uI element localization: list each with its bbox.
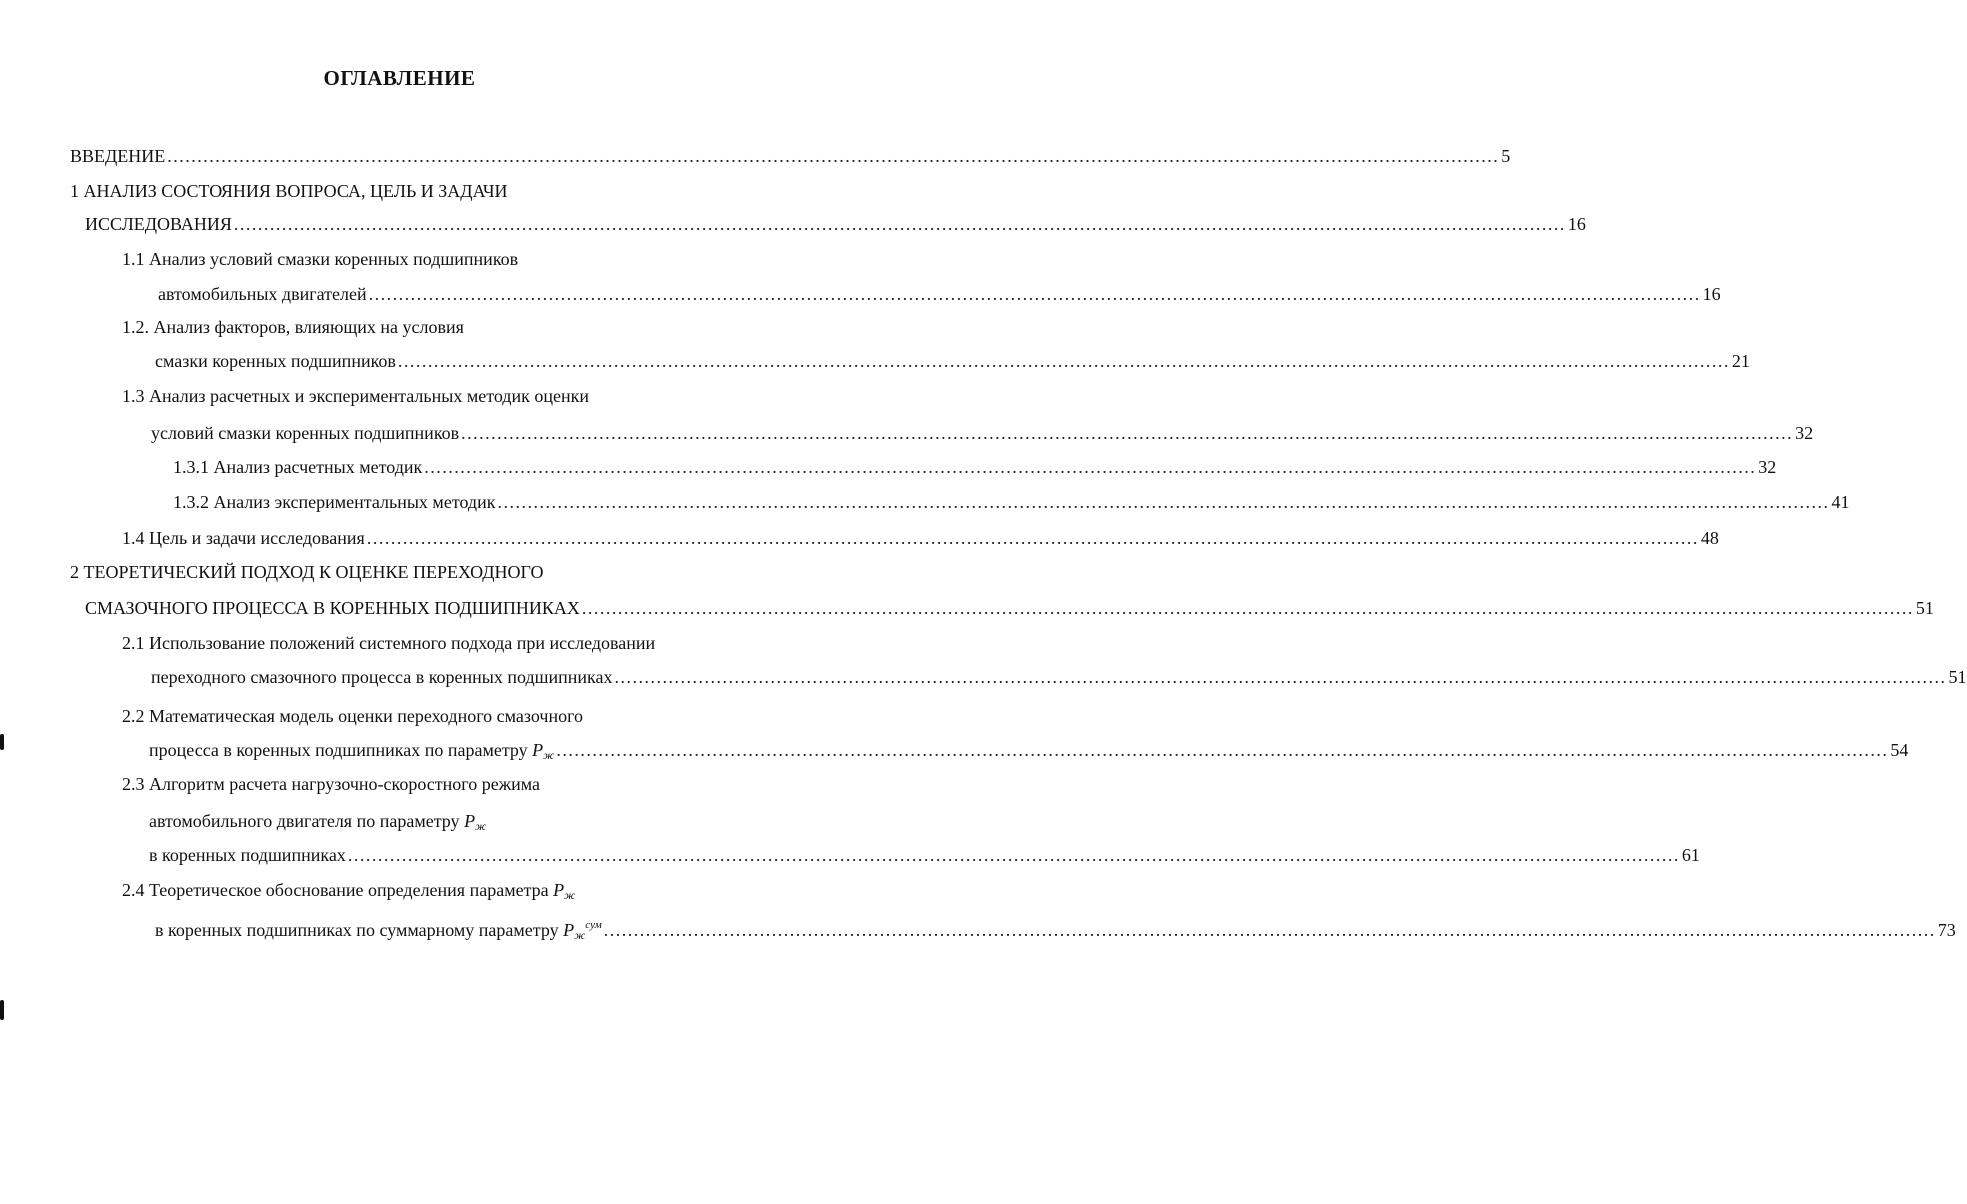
toc-entry-text: 1.3.2 Анализ экспериментальных методик bbox=[173, 492, 496, 512]
dot-leader: .............................................................................................................................................................................................................................. bbox=[397, 351, 1730, 371]
toc-page-number: 41 bbox=[1831, 492, 1850, 512]
toc-entry-text: в коренных подшипниках bbox=[149, 845, 346, 865]
dot-leader: .............................................................................................................................................................................................................................. bbox=[581, 598, 1914, 618]
toc-chapter-1[interactable] bbox=[85, 212, 1586, 236]
toc-page-number: 73 bbox=[1937, 920, 1956, 940]
toc-section-2-3[interactable] bbox=[149, 843, 1700, 867]
toc-entry-text: 1.4 Цель и задачи исследования bbox=[122, 528, 365, 548]
toc-section-2-4-line1[interactable] bbox=[122, 878, 575, 902]
param-sum-superscript: сум bbox=[585, 919, 602, 931]
dot-leader: .............................................................................................................................................................................................................................. bbox=[461, 423, 1794, 443]
param-p-symbol: P bbox=[563, 920, 575, 940]
toc-section-1-2-line1[interactable]: 1.2. Анализ факторов, влияющих на условия bbox=[122, 317, 464, 337]
toc-entry-text: смазки коренных подшипников bbox=[155, 351, 396, 371]
toc-entry-text: 1.3.1 Анализ расчетных методик bbox=[173, 457, 423, 477]
toc-section-2-1-line1[interactable]: 2.1 Использование положений системного подхода при исследовании bbox=[122, 633, 656, 653]
toc-page-number: 61 bbox=[1681, 845, 1700, 865]
toc-page-number: 21 bbox=[1731, 351, 1750, 371]
scan-artifact bbox=[0, 1000, 4, 1020]
toc-entry-text bbox=[155, 913, 602, 947]
param-zh-subscript: ж bbox=[574, 928, 586, 942]
scan-artifact bbox=[0, 734, 4, 750]
param-p-symbol: P bbox=[464, 811, 476, 831]
toc-entry-label: в коренных подшипниках по суммарному параметру bbox=[155, 920, 559, 940]
toc-page-number: 16 bbox=[1702, 284, 1721, 304]
toc-page-number: 16 bbox=[1567, 214, 1586, 234]
toc-page-number: 32 bbox=[1758, 457, 1777, 477]
toc-section-2-4[interactable] bbox=[155, 913, 1956, 942]
toc-page-number: 32 bbox=[1795, 423, 1814, 443]
dot-leader: .............................................................................................................................................................................................................................. bbox=[614, 667, 1947, 687]
toc-page-number: 51 bbox=[1948, 667, 1967, 687]
toc-entry-intro[interactable] bbox=[70, 144, 1511, 168]
page-title: ОГЛАВЛЕНИЕ bbox=[323, 66, 476, 90]
dot-leader: .............................................................................................................................................................................................................................. bbox=[366, 528, 1699, 548]
dot-leader: .............................................................................................................................................................................................................................. bbox=[347, 845, 1680, 865]
dot-leader: .............................................................................................................................................................................................................................. bbox=[368, 284, 1701, 304]
toc-entry-text: ИССЛЕДОВАНИЯ bbox=[85, 214, 232, 234]
dot-leader: .............................................................................................................................................................................................................................. bbox=[497, 492, 1830, 512]
toc-entry-label: автомобильного двигателя по параметру bbox=[149, 811, 460, 831]
toc-entry-label: процесса в коренных подшипниках по параметру bbox=[149, 740, 528, 760]
toc-section-1-1[interactable] bbox=[158, 282, 1721, 306]
toc-section-1-3[interactable] bbox=[151, 421, 1814, 445]
dot-leader: .............................................................................................................................................................................................................................. bbox=[424, 457, 1757, 477]
toc-section-1-2[interactable] bbox=[155, 349, 1750, 373]
dot-leader: .............................................................................................................................................................................................................................. bbox=[233, 214, 1566, 234]
toc-section-1-1-line1[interactable]: 1.1 Анализ условий смазки коренных подшипников bbox=[122, 249, 519, 269]
param-zh-subscript: ж bbox=[543, 748, 555, 762]
toc-entry-text: переходного смазочного процесса в коренных подшипниках bbox=[151, 667, 613, 687]
toc-section-2-1[interactable] bbox=[151, 665, 1967, 689]
toc-section-2-3-line2[interactable] bbox=[149, 809, 486, 833]
toc-entry-text: условий смазки коренных подшипников bbox=[151, 423, 460, 443]
toc-entry-text bbox=[149, 738, 554, 767]
toc-entry-label: 2.4 Теоретическое обоснование определения параметра bbox=[122, 880, 549, 900]
toc-entry-text: СМАЗОЧНОГО ПРОЦЕССА В КОРЕННЫХ ПОДШИПНИКАХ bbox=[85, 598, 580, 618]
toc-section-2-3-line1[interactable]: 2.3 Алгоритм расчета нагрузочно-скоростного режима bbox=[122, 774, 541, 794]
toc-chapter-2[interactable] bbox=[85, 596, 1934, 620]
toc-section-1-4[interactable] bbox=[122, 526, 1719, 550]
toc-section-1-3-2[interactable] bbox=[173, 490, 1850, 514]
toc-section-2-2-line1[interactable]: 2.2 Математическая модель оценки переходного смазочного bbox=[122, 706, 584, 726]
dot-leader: .............................................................................................................................................................................................................................. bbox=[603, 920, 1936, 940]
dot-leader: .............................................................................................................................................................................................................................. bbox=[167, 146, 1500, 166]
param-p-symbol: P bbox=[553, 880, 565, 900]
toc-page-number: 5 bbox=[1501, 146, 1511, 166]
toc-chapter-1-line1[interactable]: 1 АНАЛИЗ СОСТОЯНИЯ ВОПРОСА, ЦЕЛЬ И ЗАДАЧИ bbox=[70, 181, 508, 201]
dot-leader: .............................................................................................................................................................................................................................. bbox=[556, 740, 1889, 760]
param-p-symbol: P bbox=[532, 740, 544, 760]
toc-page-number: 48 bbox=[1700, 528, 1719, 548]
toc-page-number: 51 bbox=[1915, 598, 1934, 618]
param-zh-subscript: ж bbox=[475, 819, 487, 833]
toc-section-1-3-1[interactable] bbox=[173, 455, 1777, 479]
toc-page-number: 54 bbox=[1890, 740, 1909, 760]
toc-section-2-2[interactable] bbox=[149, 738, 1909, 762]
param-zh-subscript: ж bbox=[564, 888, 576, 902]
toc-section-1-3-line1[interactable]: 1.3 Анализ расчетных и экспериментальных методик оценки bbox=[122, 386, 589, 406]
toc-entry-text: ВВЕДЕНИЕ bbox=[70, 146, 166, 166]
toc-chapter-2-line1[interactable]: 2 ТЕОРЕТИЧЕСКИЙ ПОДХОД К ОЦЕНКЕ ПЕРЕХОДНОГО bbox=[70, 562, 544, 582]
toc-entry-text: автомобильных двигателей bbox=[158, 284, 367, 304]
